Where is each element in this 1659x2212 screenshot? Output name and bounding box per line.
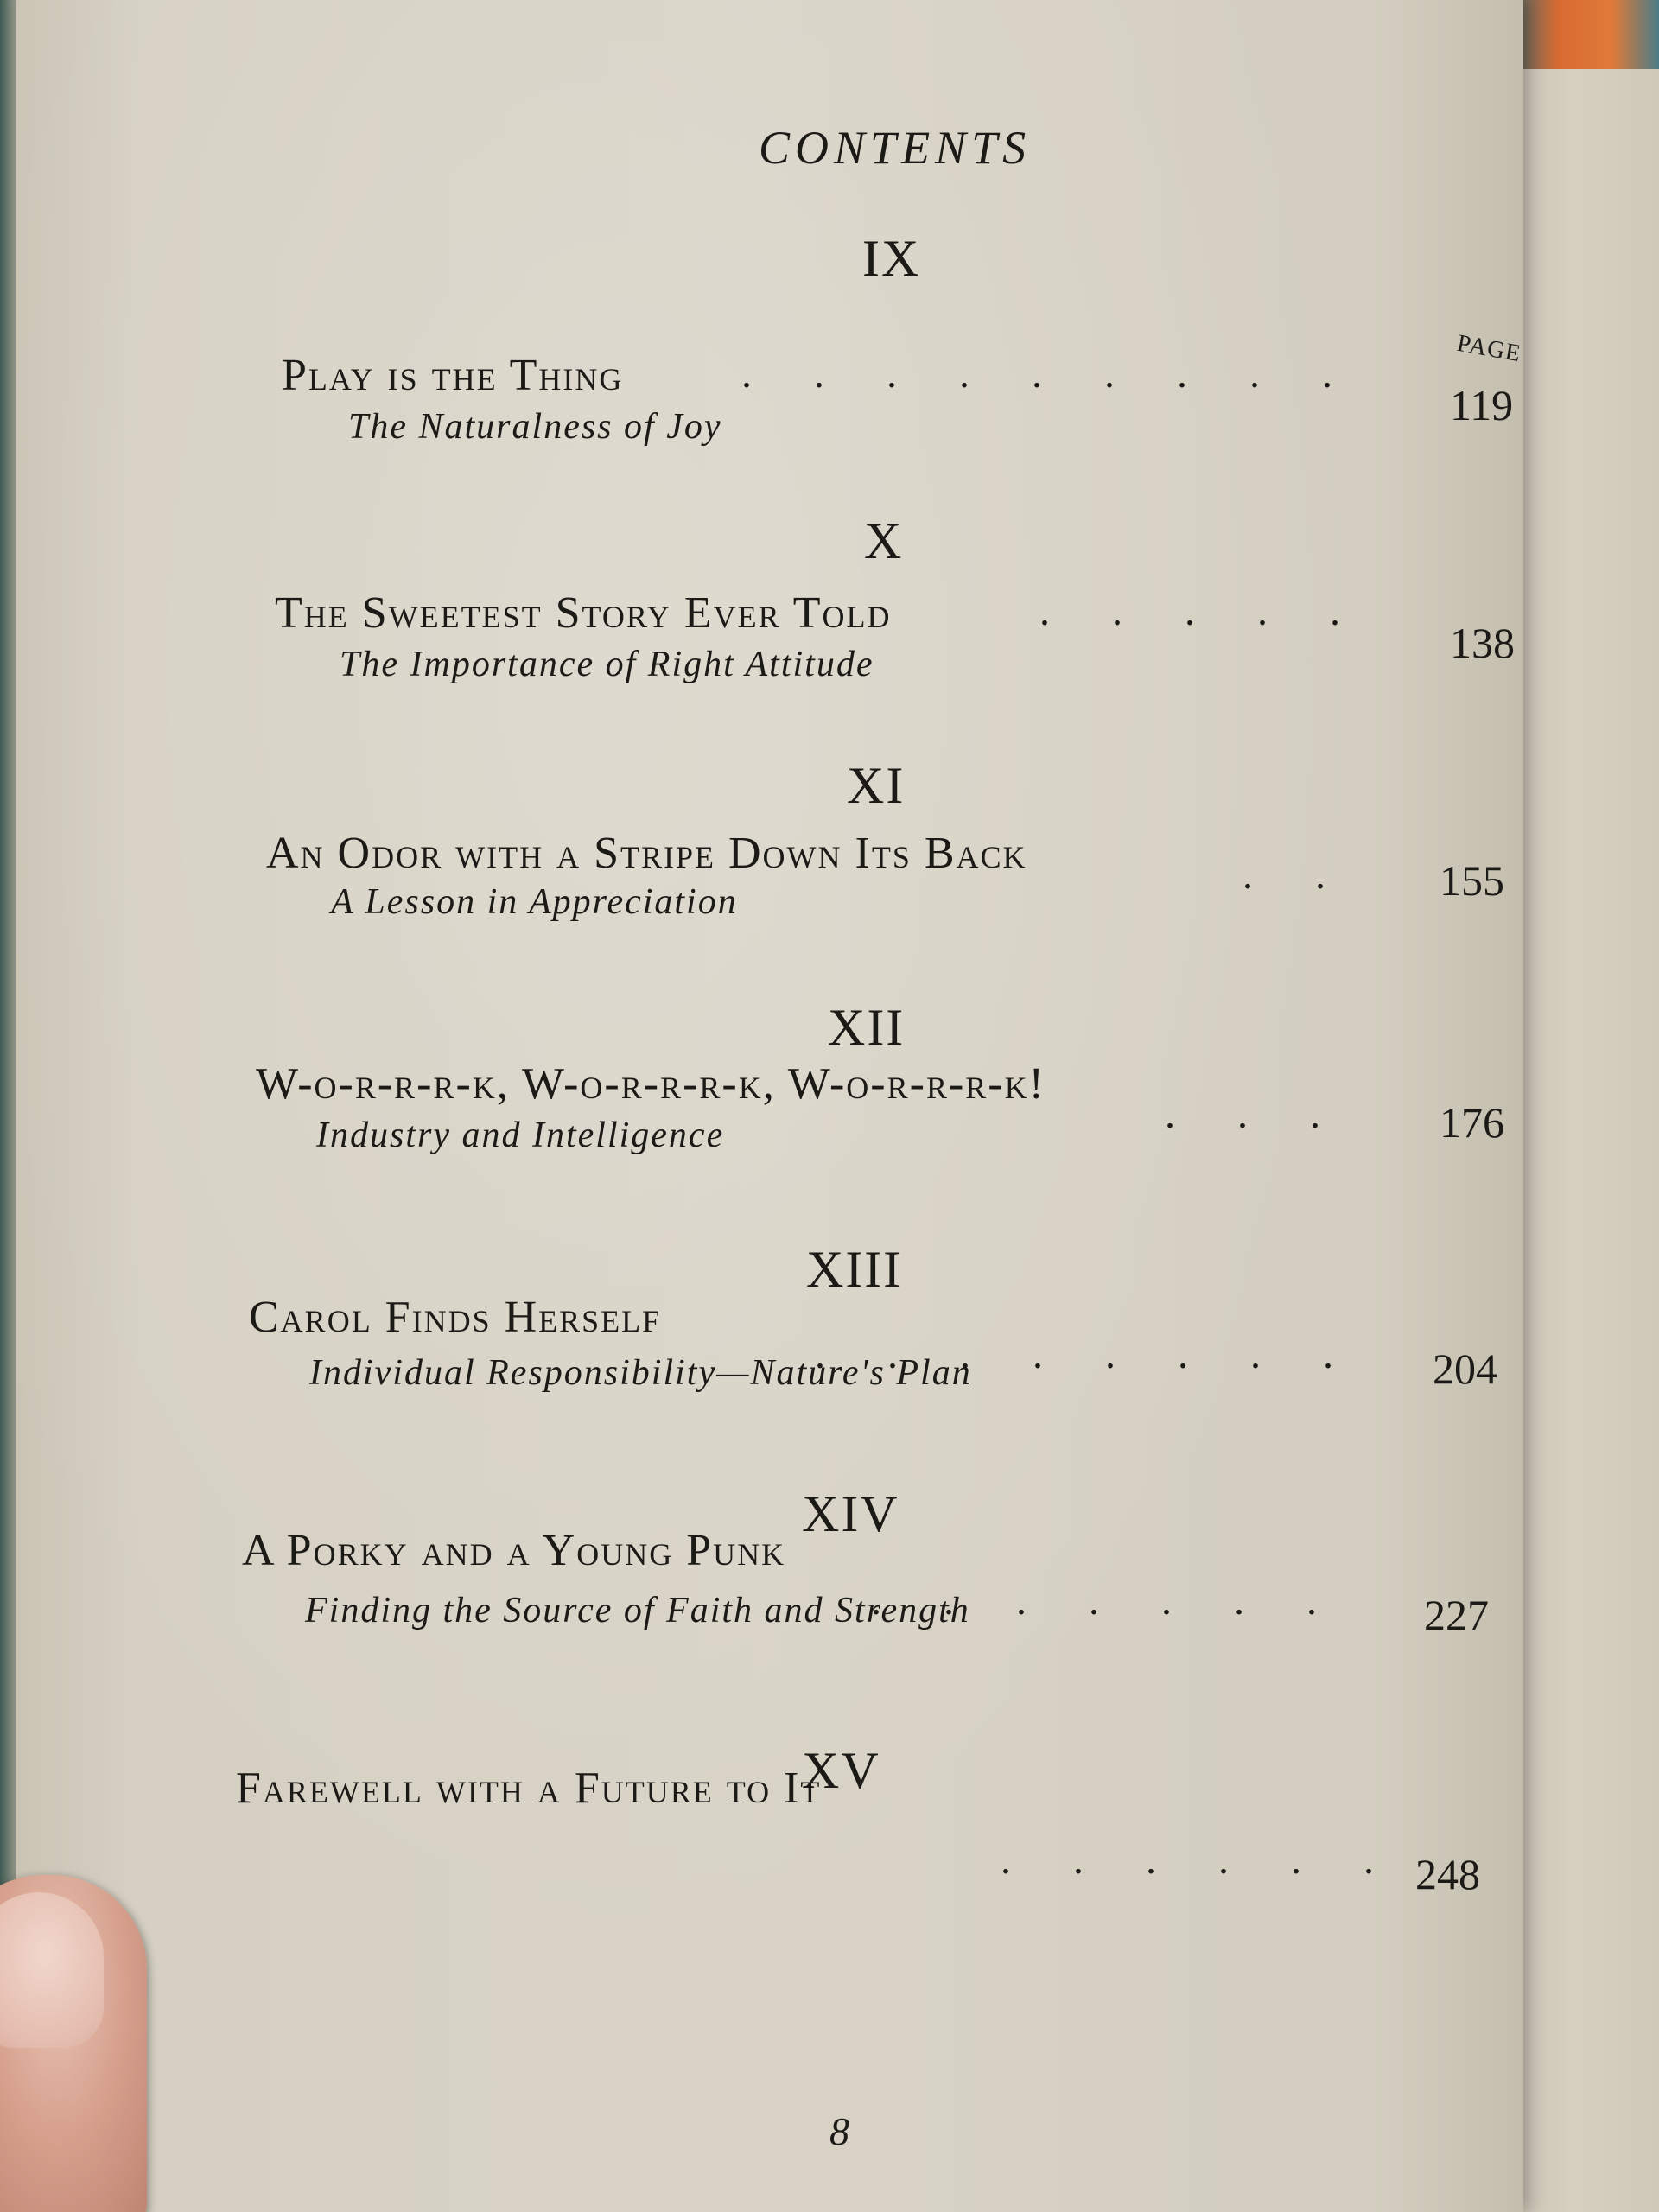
- leader-dots: . . . . . .: [1001, 1837, 1400, 1883]
- chapter-number: X: [864, 512, 904, 569]
- chapter-page-number: 119: [1450, 381, 1514, 429]
- leader-dots: . . .: [1165, 1091, 1346, 1137]
- leader-dots: . . . . . . .: [871, 1578, 1343, 1624]
- chapter-title: Carol Finds Herself: [249, 1293, 662, 1342]
- chapter-subtitle: The Importance of Right Attitude: [340, 645, 874, 684]
- chapter-page-number: 248: [1415, 1850, 1480, 1898]
- chapter-subtitle: Finding the Source of Faith and Strength: [305, 1591, 970, 1630]
- leader-dots: . . . . . . . . .: [741, 351, 1358, 397]
- chapter-title: Farewell with a Future to It: [236, 1764, 822, 1813]
- leader-dots: . .: [1243, 852, 1351, 898]
- contents-heading: CONTENTS: [759, 122, 1032, 174]
- chapter-title: An Odor with a Stripe Down Its Back: [266, 829, 1027, 878]
- chapter-number: XIV: [802, 1485, 899, 1542]
- chapter-number: IX: [862, 230, 921, 287]
- chapter-page-number: 176: [1440, 1098, 1504, 1147]
- page-column-label: PAGE: [1454, 329, 1523, 368]
- book-page: [16, 0, 1523, 2212]
- chapter-page-number: 204: [1433, 1344, 1497, 1393]
- chapter-number: XI: [847, 757, 906, 814]
- chapter-page-number: 138: [1450, 619, 1515, 667]
- chapter-subtitle: Industry and Intelligence: [316, 1116, 725, 1155]
- chapter-subtitle: Individual Responsibility—Nature's Plan: [309, 1353, 972, 1393]
- chapter-page-number: 155: [1440, 856, 1504, 905]
- leader-dots: . . . . . . . .: [815, 1332, 1359, 1377]
- chapter-number: XV: [802, 1742, 880, 1799]
- background-right-page: [1512, 0, 1659, 2212]
- chapter-subtitle: The Naturalness of Joy: [348, 407, 722, 447]
- chapter-title: Play is the Thing: [282, 351, 624, 400]
- chapter-title: W-o-r-r-r-k, W-o-r-r-r-k, W-o-r-r-r-k!: [256, 1059, 1046, 1109]
- page-folio-number: 8: [830, 2109, 849, 2153]
- background-right-top: [1503, 0, 1659, 69]
- chapter-title: A Porky and a Young Punk: [242, 1526, 786, 1575]
- chapter-title: The Sweetest Story Ever Told: [275, 588, 892, 638]
- chapter-subtitle: A Lesson in Appreciation: [331, 882, 738, 922]
- chapter-number: XII: [828, 999, 906, 1056]
- chapter-number: XIII: [806, 1241, 903, 1298]
- thumb-nail: [0, 1892, 104, 2048]
- chapter-page-number: 227: [1424, 1591, 1489, 1639]
- leader-dots: . . . . .: [1039, 588, 1366, 634]
